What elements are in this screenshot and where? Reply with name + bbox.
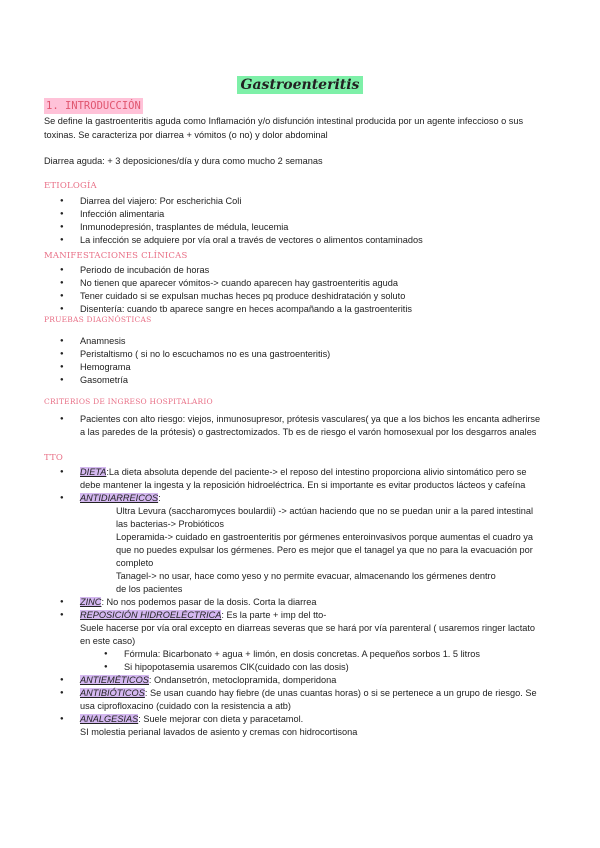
dieta-text: :La dieta absoluta depende del paciente-> el reposo del intestino proporciona alivio sintomático pero se debe mantener la ingesta y la reposición hidroeléctrica. En si importante es evitar productos lácteos y cafeína: [80, 467, 527, 490]
list-item: ● Tener cuidado si se expulsan muchas heces pq produce deshidratación y soluto: [44, 290, 544, 303]
list-item: ● Anamnesis: [44, 335, 544, 348]
antibioticos-item: [44, 687, 544, 713]
document-title: Gastroenteritis: [237, 76, 364, 94]
formula-item: ● Fórmula: Bicarbonato + agua + limón, en dosis concretas. A pequeños sorbos 1. 5 litros: [44, 648, 544, 661]
intro-heading: 1. INTRODUCCIÓN: [46, 100, 141, 112]
intro-paragraph: Se define la gastroenteritis aguda como Inflamación y/o disfunción intestinal producida por un agente infeccioso o sus toxinas. Se caracteriza por diarrea + vómitos (o no) y dolor abdominal: [44, 116, 524, 140]
zinc-item: [44, 596, 544, 609]
list-item: ● Disentería: cuando tb aparece sangre en heces acompañando a la gastroenteritis: [44, 303, 544, 316]
reposicion-item: [44, 609, 544, 648]
criterios-heading: CRITERIOS DE INGRESO HOSPITALARIO: [44, 397, 213, 406]
title-container: [0, 76, 600, 94]
list-item: ● Gasometría: [44, 374, 544, 387]
antidiarreicos-detail: [80, 505, 544, 596]
manifestaciones-list: [44, 264, 544, 316]
criterios-list: [44, 413, 544, 439]
zinc-label: ZINC: [80, 597, 102, 607]
zinc-text: : No nos podemos pasar de la dosis. Corta la diarrea: [101, 597, 317, 607]
list-item: ● La infección se adquiere por vía oral a través de vectores o alimentos contaminados: [44, 234, 544, 247]
tanagel-text: Tanagel-> no usar, hace como yeso y no permite evacuar, almacenando los gérmenes dentro: [116, 571, 496, 581]
list-item: ● Diarrea del viajero: Por escherichia Coli: [44, 195, 544, 208]
analgesias-item: [44, 713, 544, 739]
antiemeticos-item: [44, 674, 544, 687]
list-item: ● Peristaltismo ( si no lo escuchamos no es una gastroenteritis): [44, 348, 544, 361]
dieta-item: [44, 466, 544, 492]
antidiarreicos-item: [44, 492, 544, 596]
etiologia-list: [44, 195, 544, 247]
etiologia-heading: ETIOLOGÍA: [44, 181, 97, 191]
analgesias-text: : Suele mejorar con dieta y paracetamol.: [138, 714, 304, 724]
tanagel-text-cont: de los pacientes: [116, 584, 183, 594]
pruebas-list: [44, 335, 544, 387]
list-item: ● Hemograma: [44, 361, 544, 374]
hipopotasemia-item: ● Si hipopotasemia usaremos ClK(cuidado con las dosis): [44, 661, 544, 674]
antidiarreicos-label: ANTIDIARREICOS: [80, 493, 159, 503]
diarrea-definition: Diarrea aguda: + 3 deposiciones/día y dura como mucho 2 semanas: [44, 156, 323, 166]
reposicion-label: REPOSICIÓN HIDROELÉCTRICA: [80, 610, 222, 620]
analgesias-cont: SI molestia perianal lavados de asiento y cremas con hidrocortisona: [80, 727, 358, 737]
tto-list: [44, 466, 544, 739]
antiemeticos-label: ANTIEMÉTICOS: [80, 675, 149, 685]
list-item: ● Infección alimentaria: [44, 208, 544, 221]
manifestaciones-heading: MANIFESTACIONES CLÍNICAS: [44, 251, 188, 261]
analgesias-label: ANALGESIAS: [80, 714, 139, 724]
reposicion-text: : Es la parte + imp del tto-: [221, 610, 327, 620]
ultra-levura-text: Ultra Levura (saccharomyces boulardii) -> actúan haciendo que no se puedan unir a la pared intestinal las bacterias-> Probióticos: [116, 506, 534, 529]
list-item: ● Periodo de incubación de horas: [44, 264, 544, 277]
dieta-label: DIETA: [80, 467, 107, 477]
list-item: ● Inmunodepresión, trasplantes de médula, leucemia: [44, 221, 544, 234]
list-item: ● Pacientes con alto riesgo: viejos, inmunosupresor, prótesis vasculares( ya que a los bichos les encanta adherirse a las paredes de la prótesis) o gastrectomizados. Tb es de riesgo el varón homosexual por los desgarros anales: [44, 413, 544, 439]
reposicion-cont: Suele hacerse por vía oral excepto en diarreas severas que se hará por vía parenteral ( usaremos ringer lactato en este caso): [80, 623, 536, 646]
tto-heading: TTO: [44, 453, 64, 463]
antibioticos-text: : Se usan cuando hay fiebre (de unas cuantas horas) o si se pertenece a un grupo de riesgo. Se usa ciprofloxacino (cuidado con la resistencia a atb): [80, 688, 537, 711]
list-item: ● No tienen que aparecer vómitos-> cuando aparecen hay gastroenteritis aguda: [44, 277, 544, 290]
pruebas-heading: PRUEBAS DIAGNÓSTICAS: [44, 315, 152, 324]
antiemeticos-text: : Ondansetrón, metoclopramida, domperidona: [148, 675, 337, 685]
antidiarreicos-colon: :: [158, 493, 161, 503]
antibioticos-label: ANTIBIÓTICOS: [80, 688, 145, 698]
loperamida-text: Loperamida-> cuidado en gastroenteritis por gérmenes enteroinvasivos porque aumentas el cuadro ya que no puedes expulsar los gérmenes. Pero es mejor que el tanagel ya que no para la evacuación por completo: [116, 532, 534, 568]
